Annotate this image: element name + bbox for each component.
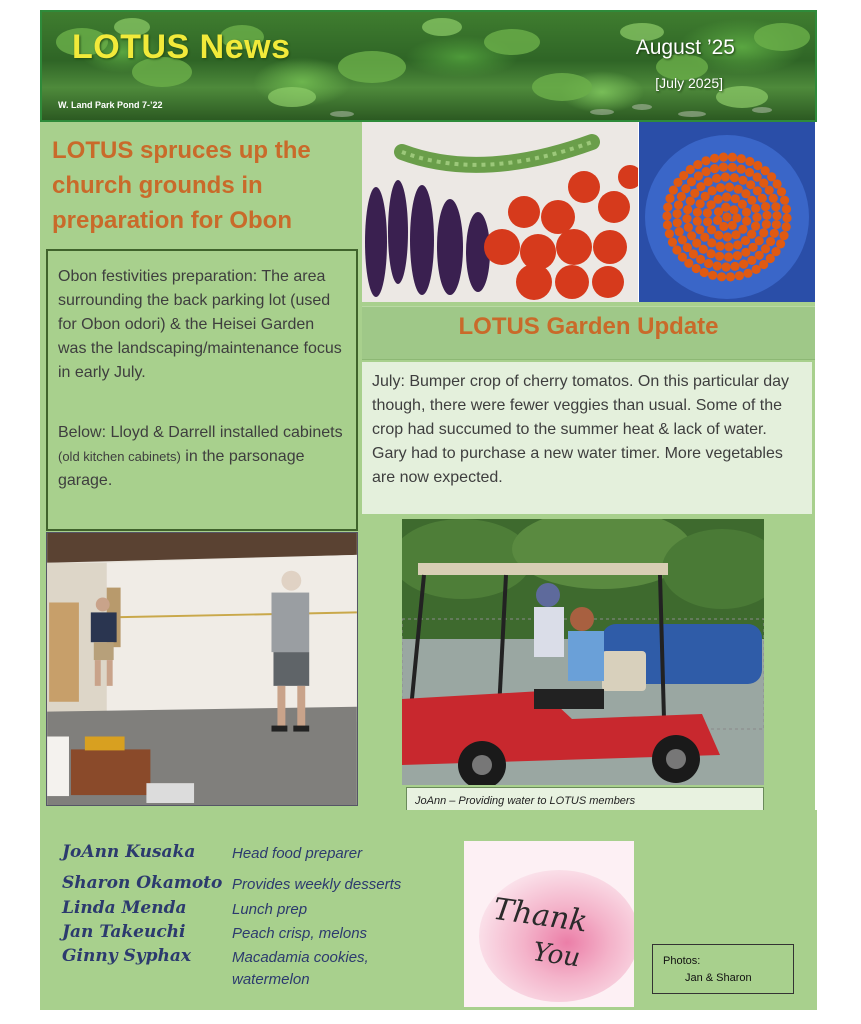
volunteer-name: Sharon Okamoto <box>62 873 223 893</box>
caption-joann: JoAnn – Providing water to LOTUS members <box>415 795 636 807</box>
you-word: You <box>530 937 582 974</box>
thank-word: Thank <box>490 891 590 940</box>
volunteer-role: Peach crisp, melons <box>232 925 368 942</box>
garage-paragraph <box>58 421 346 493</box>
garage-photo <box>46 532 358 806</box>
vegetables-photo <box>362 122 638 302</box>
garage-text-end: in the parsonage garage. <box>58 448 305 489</box>
volunteer-name: Jan Takeuchi <box>62 922 186 942</box>
volunteer-name: Ginny Syphax <box>62 946 192 966</box>
golf-cart-photo <box>402 519 764 785</box>
thank-you-card <box>464 841 634 1007</box>
issue-period: [July 2025] <box>655 75 723 91</box>
garden-update-text: July: Bumper crop of cherry tomatos. On this particular day though, there were fewer veggies than usual. Some of the crop had succumed to the summer heat & lack of water. Gary had to purchase a new water timer. More vegetables are now expected. <box>362 362 812 514</box>
issue-month: August ’25 <box>635 36 735 59</box>
volunteer-role: Provides weekly desserts <box>232 876 402 893</box>
obon-paragraph: Obon festivities preparation: The area surrounding the back parking lot (used for Obon odori) & the Heisei Garden was the landscaping/maintenance focus in early July. <box>58 268 342 381</box>
volunteer-name: Linda Menda <box>62 898 187 918</box>
volunteer-name: JoAnn Kusaka <box>62 842 196 862</box>
volunteer-role: Lunch prep <box>232 901 308 918</box>
garage-text-note: (old kitchen cabinets) <box>58 449 181 464</box>
photo-credits-box <box>652 944 794 994</box>
article-headline: LOTUS spruces up the church grounds in preparation for Obon <box>52 137 311 234</box>
header-banner <box>40 10 817 122</box>
volunteer-role: Macadamia cookies, watermelon <box>232 949 369 988</box>
volunteer-role: Head food preparer <box>232 845 363 862</box>
photos-names: Jan & Sharon <box>685 972 752 984</box>
garage-text-start: Below: Lloyd & Darrell installed cabinets <box>58 424 343 441</box>
photos-label: Photos: <box>663 955 701 967</box>
pond-photo-caption: W. Land Park Pond 7-’22 <box>58 100 163 110</box>
newsletter-title: LOTUS News <box>72 28 291 66</box>
cherry-tomatoes-photo <box>639 122 815 302</box>
garden-update-title: LOTUS Garden Update <box>458 313 719 340</box>
obon-article-box <box>46 249 358 531</box>
